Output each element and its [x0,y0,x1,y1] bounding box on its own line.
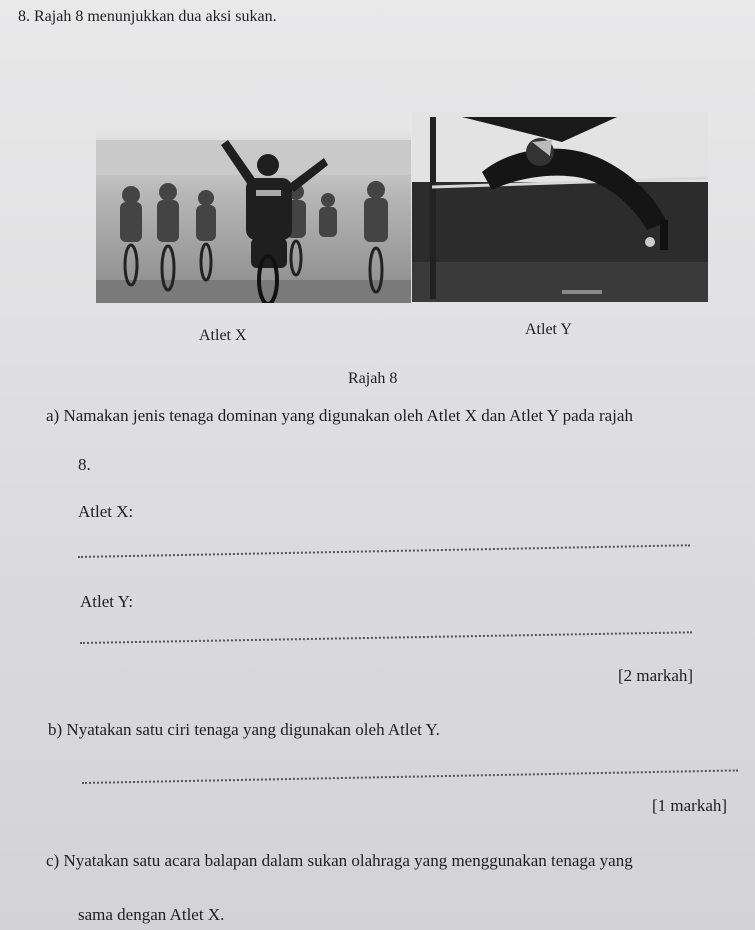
athlete-x-answer-label: Atlet X: [78,502,134,521]
part-a-question-line1: a) Namakan jenis tenaga dominan yang digunakan oleh Atlet X dan Atlet Y pada rajah [46,406,633,425]
part-c-question-line2: sama dengan Atlet X. [78,905,225,924]
part-b-answer-line[interactable] [82,769,738,784]
high-jump-photo [412,112,708,302]
figure-label-athlete-x: Atlet X [199,327,247,344]
figure-caption: Rajah 8 [348,370,398,387]
part-a-marks: [2 markah] [618,666,694,685]
athlete-x-answer-line[interactable] [78,544,690,558]
part-c-question-line1: c) Nyatakan satu acara balapan dalam sukan olahraga yang menggunakan tenaga yang [46,851,633,870]
part-b-marks: [1 markah] [652,796,728,815]
part-b-question: b) Nyatakan satu ciri tenaga yang digunakan oleh Atlet Y. [48,720,440,739]
cyclists-photo [96,130,411,303]
athlete-y-answer-label: Atlet Y: [80,592,134,611]
question-header: 8. Rajah 8 menunjukkan dua aksi sukan. [18,8,277,25]
part-a-question-line2: 8. [78,455,91,474]
figure-label-athlete-y: Atlet Y [525,321,572,338]
athlete-y-answer-line[interactable] [80,631,692,644]
